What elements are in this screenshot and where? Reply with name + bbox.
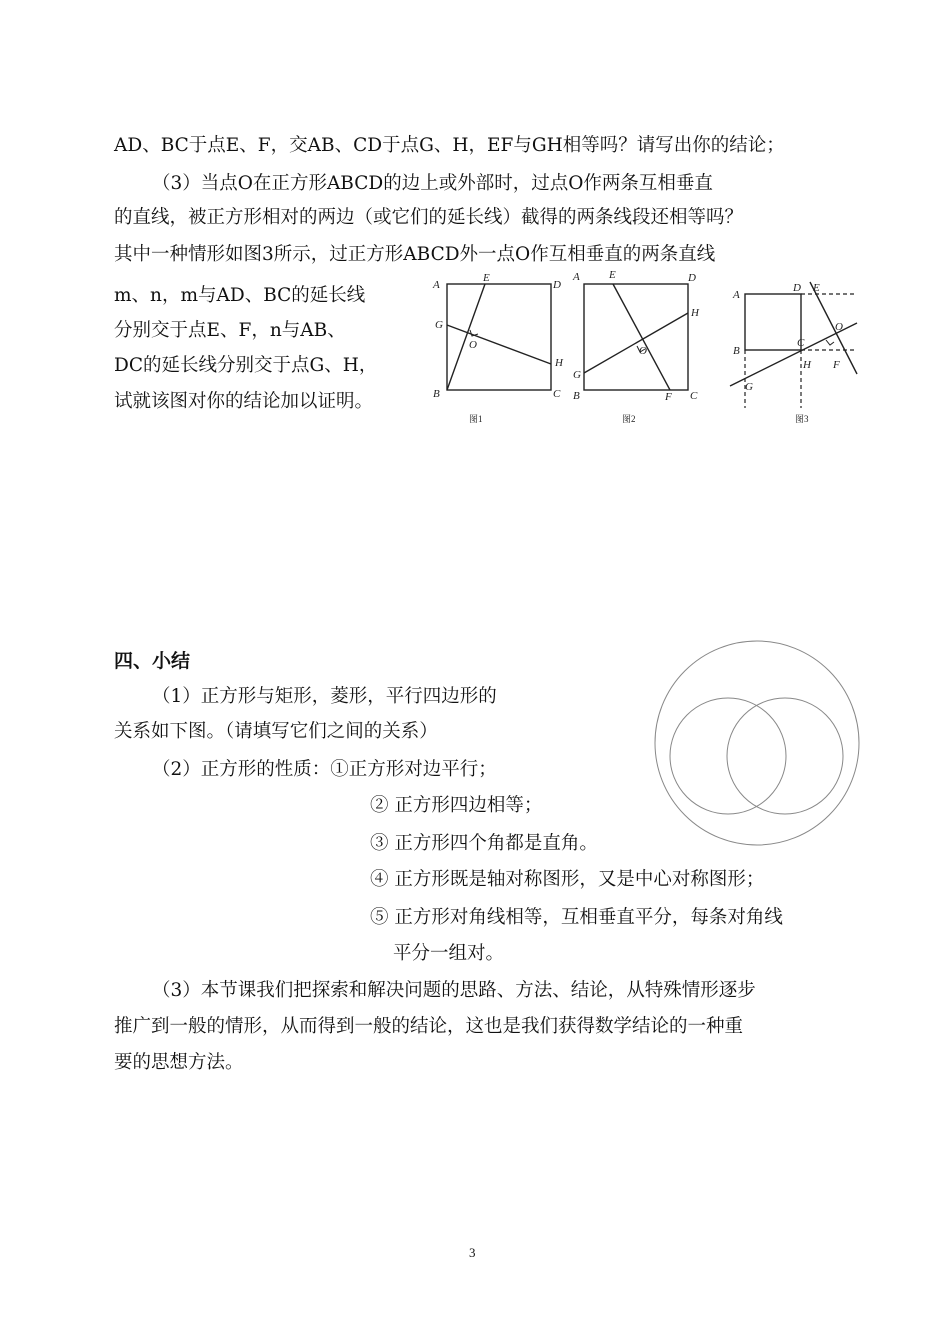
fig3-square (745, 294, 801, 350)
fig2-label-b: B (573, 390, 580, 402)
property-item: ③ 正方形四个角都是直角。 (370, 833, 598, 854)
fig2-label-d: D (688, 272, 696, 284)
fig1-label-h: H (555, 357, 563, 369)
text-line: 分别交于点E、F，n与AB、 (114, 320, 346, 341)
text-line: （2）正方形的性质：①正方形对边平行； (152, 759, 497, 780)
section-heading: 四、小结 (114, 650, 191, 672)
fig1-label-g: G (435, 319, 443, 331)
property-item: ⑤ 正方形对角线相等，互相垂直平分，每条对角线 (370, 907, 783, 928)
text-line: m、n，m与AD、BC的延长线 (114, 285, 366, 306)
fig3-label-a: A (733, 289, 740, 301)
property-item: ② 正方形四边相等； (370, 795, 543, 816)
text-line: （3）当点O在正方形ABCD的边上或外部时，过点O作两条互相垂直 (152, 173, 713, 194)
text-line: 要的思想方法。 (114, 1052, 244, 1073)
fig2-label-e: E (609, 269, 616, 281)
fig1-label-o: O (469, 339, 477, 351)
text-line: （1）正方形与矩形，菱形，平行四边形的 (152, 686, 497, 707)
fig2-label-o: O (639, 345, 647, 357)
text-line: 推广到一般的情形，从而得到一般的结论，这也是我们获得数学结论的一种重 (114, 1016, 744, 1037)
fig3-label-e: E (813, 282, 820, 294)
fig2-label-h: H (691, 307, 699, 319)
text-line: 的直线，被正方形相对的两边（或它们的延长线）截得的两条线段还相等吗？ (114, 207, 744, 228)
page-number: 3 (469, 1245, 476, 1260)
fig1-square (447, 284, 551, 390)
fig1-label-c: C (553, 388, 561, 400)
fig1-label-d: D (553, 279, 561, 291)
text-line: （3）本节课我们把探索和解决问题的思路、方法、结论，从特殊情形逐步 (152, 980, 756, 1001)
fig3-label-g: G (745, 381, 753, 393)
text-line: 关系如下图。（请填写它们之间的关系） (114, 721, 438, 742)
text-line: DC的延长线分别交于点G、H， (114, 355, 378, 376)
text-line: 试就该图对你的结论加以证明。 (114, 391, 374, 412)
right-circle (727, 698, 843, 814)
fig3-caption: 图3 (795, 414, 809, 424)
fig2-line-gh (584, 313, 688, 373)
fig3-label-b: B (733, 345, 740, 357)
left-circle (670, 698, 786, 814)
fig3-label-d: D (793, 282, 801, 294)
property-item: ④ 正方形既是轴对称图形，又是中心对称图形； (370, 869, 765, 890)
text-line: 其中一种情形如图3所示，过正方形ABCD外一点O作互相垂直的两条直线 (114, 244, 716, 265)
fig3-label-o: O (835, 321, 843, 333)
fig3-label-h: H (803, 359, 811, 371)
fig1-label-b: B (433, 388, 440, 400)
relation-diagram (650, 638, 865, 848)
fig1-label-a: A (433, 279, 440, 291)
fig3-label-c: C (797, 337, 805, 349)
fig2-caption: 图2 (622, 414, 636, 424)
fig1-caption: 图1 (469, 414, 483, 424)
fig2-line-ef (613, 284, 670, 390)
fig2-label-c: C (690, 390, 698, 402)
text-line: AD、BC于点E、F，交AB、CD于点G、H，EF与GH相等吗？请写出你的结论； (114, 135, 785, 156)
fig3-label-f: F (833, 359, 840, 371)
fig2-label-f: F (665, 391, 672, 403)
outer-circle (655, 641, 859, 845)
fig2-square (584, 284, 688, 390)
property-item: 平分一组对。 (393, 943, 505, 964)
geometry-figures (425, 268, 865, 428)
fig2-label-g: G (573, 369, 581, 381)
fig2-label-a: A (573, 271, 580, 283)
fig1-label-e: E (483, 272, 490, 284)
